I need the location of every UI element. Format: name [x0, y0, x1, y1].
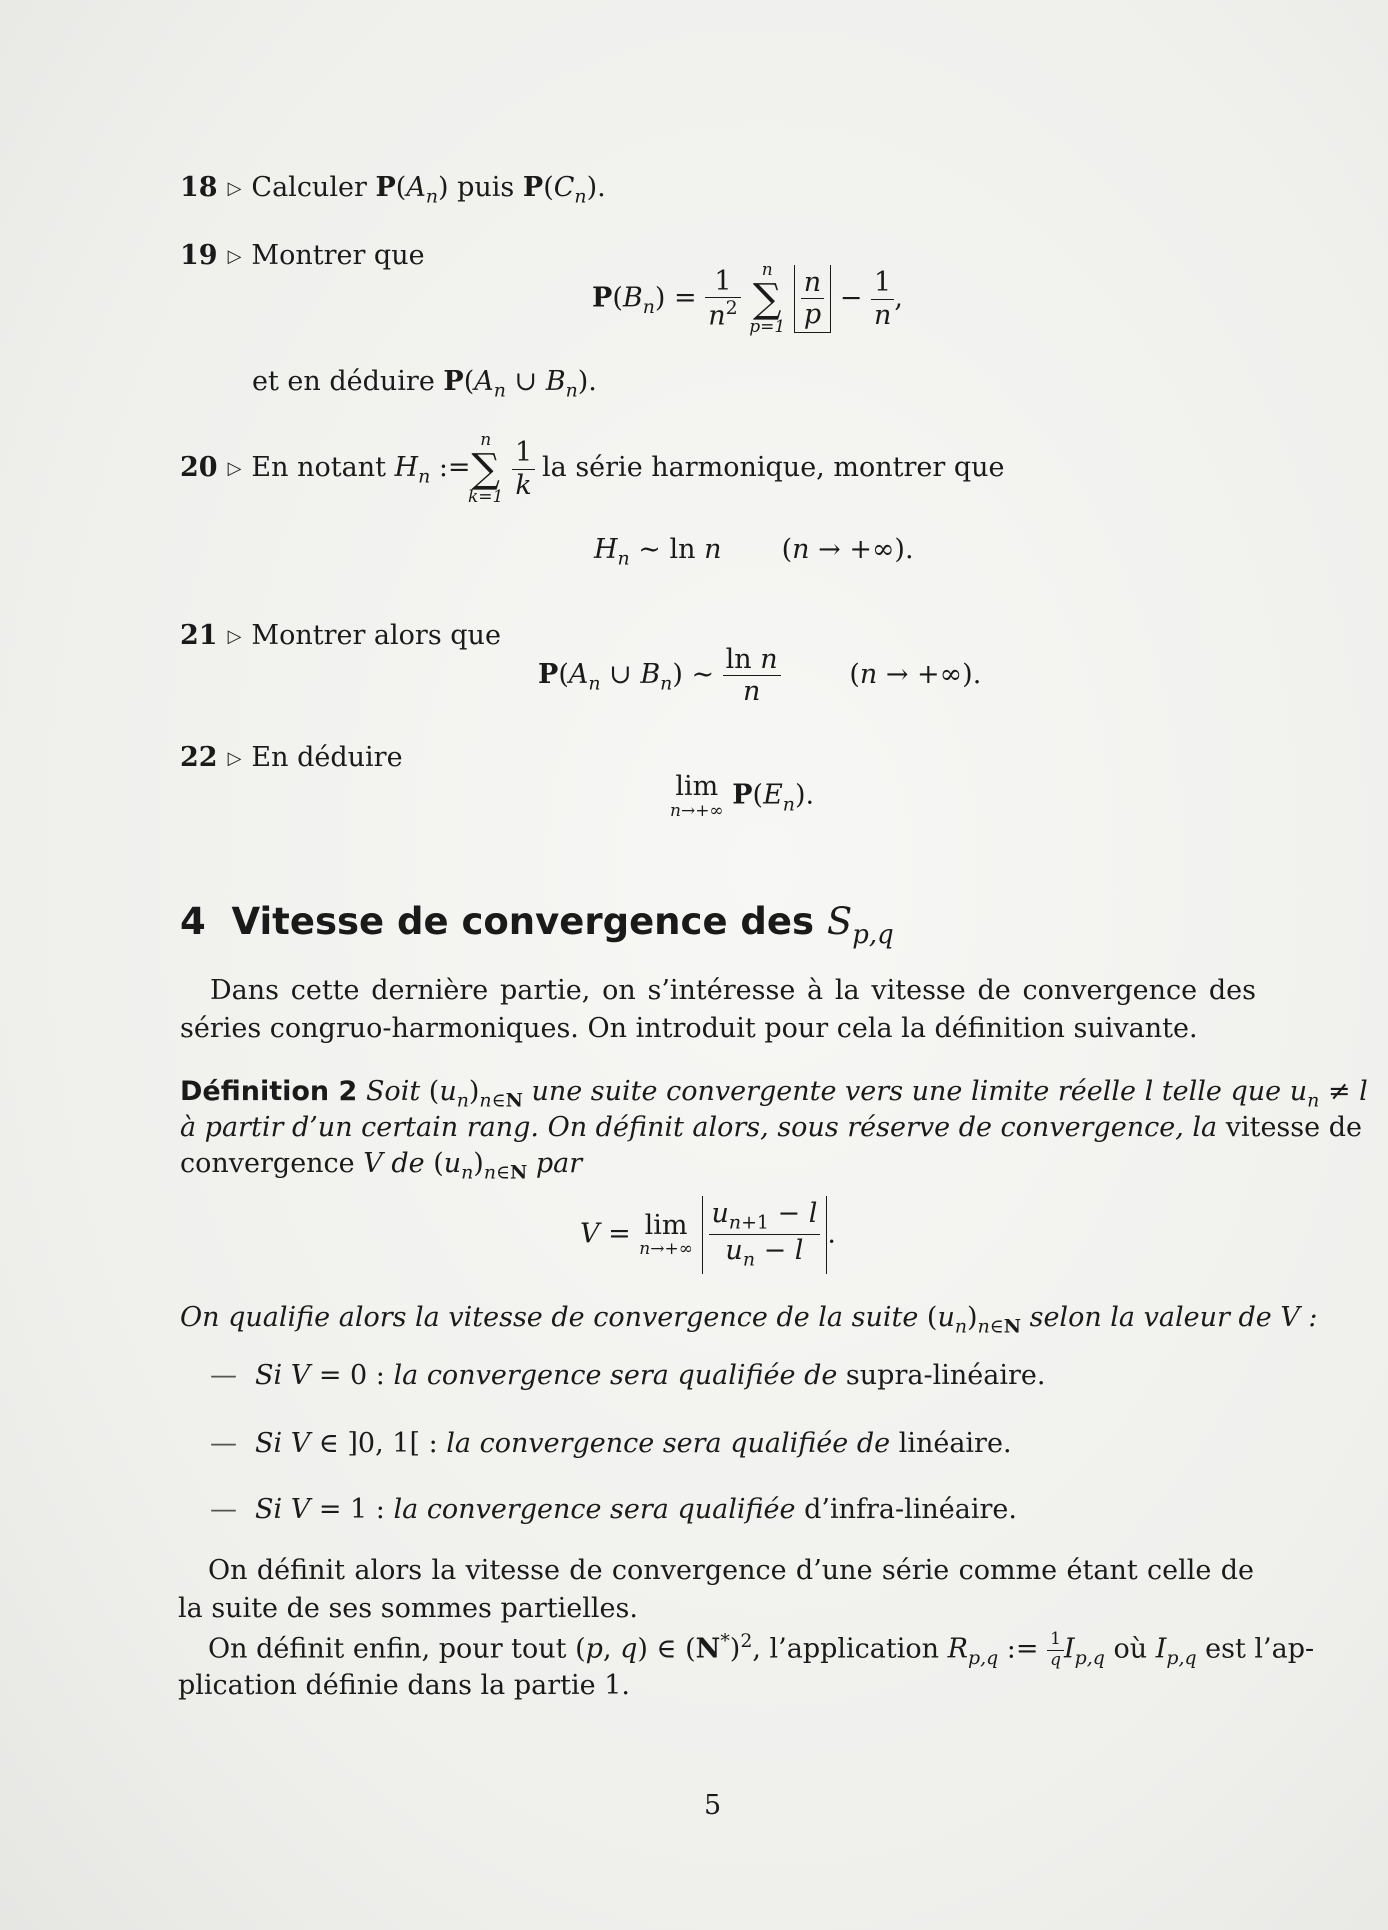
- formula-hn-equiv: $H_n$ ∼ ln n (n → +∞).: [594, 534, 914, 570]
- paragraph-series-speed: On définit alors la vitesse de convergence d’une série comme étant celle de la suite de ses sommes partielles.: [178, 1555, 1254, 1624]
- qualify-text: selon la valeur de: [1029, 1302, 1272, 1333]
- question-text: En déduire: [251, 742, 403, 773]
- def-text: de: [391, 1148, 425, 1179]
- case-text: la convergence sera qualifiée de: [446, 1428, 891, 1459]
- def-text: par: [535, 1148, 583, 1179]
- def-text: une suite convergente vers une limite réelle: [531, 1076, 1136, 1107]
- case-term: linéaire.: [898, 1428, 1012, 1459]
- definition-line-3: convergence V de $(u_n)_{n\in N}$ par: [180, 1148, 583, 1184]
- paragraph-rpq-end: plication définie dans la partie 1.: [178, 1670, 630, 1701]
- case-rel: ∈ ]0, 1[ :: [318, 1428, 438, 1459]
- question-text: Montrer alors que: [251, 620, 501, 651]
- case-item: — Si V ∈ ]0, 1[ : la convergence sera qualifiée de linéaire.: [210, 1428, 1012, 1459]
- para-text: est l’ap-: [1205, 1633, 1315, 1665]
- question-22: [180, 742, 403, 774]
- case-item: — Si V = 0 : la convergence sera qualifiée de supra-linéaire.: [210, 1360, 1046, 1391]
- question-20: 20 ▷ En notant $H_n$ :=: [180, 452, 471, 488]
- def-term: vitesse de: [1225, 1112, 1362, 1143]
- case-cond: Si: [255, 1360, 283, 1391]
- formula-harmonic-sum: n ∑ k=1 $\frac{1}{k}$: [468, 432, 535, 506]
- word-puis: puis: [457, 172, 515, 203]
- case-text: la convergence sera qualifiée de: [393, 1360, 838, 1391]
- case-rel: = 1 :: [318, 1494, 385, 1525]
- question-19-followup: et en déduire $P(A_n$ ∪ $B_n$).: [252, 366, 597, 402]
- triangle-icon: ▷: [227, 626, 242, 647]
- triangle-icon: ▷: [227, 748, 242, 769]
- question-18: 18 ▷ Calculer $P(A_n)$ puis $P(C_n)$.: [180, 172, 606, 208]
- def-text: à partir d’un certain rang. On définit alors, sous réserve de convergence, la: [180, 1112, 1218, 1143]
- case-text: la convergence sera qualifiée: [393, 1494, 796, 1525]
- def-text: telle que: [1161, 1076, 1282, 1107]
- definition-line-1: Définition 2 Soit $(u_n)_{n\in N}$ une suite convergente vers une limite réelle l telle que $u_n \ne l$: [180, 1076, 1368, 1112]
- definition-label: Définition 2: [180, 1076, 358, 1107]
- formula-pbn: $P(B_n)$ = $\frac{1}{n^2}$ n ∑ p=1 $\frac{n}{p}$ − $\frac{1}{n}$ ,: [592, 260, 903, 337]
- definition-line-2: [180, 1112, 1362, 1144]
- case-item: — Si V = 1 : la convergence sera qualifiée d’infra-linéaire.: [210, 1494, 1017, 1525]
- question-text: Montrer que: [251, 240, 425, 271]
- triangle-icon: ▷: [227, 178, 242, 199]
- section-title: 4 Vitesse de convergence des $S_{p,q}$: [180, 900, 894, 951]
- triangle-icon: ▷: [227, 458, 242, 479]
- case-rel: = 0 :: [318, 1360, 385, 1391]
- triangle-icon: ▷: [227, 246, 242, 267]
- section-title-text: Vitesse de convergence des: [231, 900, 815, 943]
- para-text: l’application: [769, 1633, 940, 1665]
- qualify-text: On qualifie alors la vitesse de convergence de la suite: [180, 1302, 919, 1333]
- question-text: Calculer: [251, 172, 367, 203]
- question-19: [180, 240, 425, 272]
- section-number: 4: [180, 900, 206, 943]
- formula-limit-pen: lim n→+∞ $P(E_n)$.: [670, 771, 815, 821]
- page-number: 5: [704, 1790, 722, 1821]
- case-term: d’infra-linéaire.: [804, 1494, 1017, 1525]
- question-21: [180, 620, 501, 652]
- paragraph-rpq-line: On définit enfin, pour tout (p, q) ∈ $(N^*)^2$, l’application $R_{p,q}$ := $\frac{1}{q}$ $I_{p,q}$ où $I_{p,q}$ est l’ap-: [208, 1629, 1315, 1670]
- case-cond: Si: [255, 1428, 283, 1459]
- def-term: convergence: [180, 1148, 355, 1179]
- question-number: 21: [180, 620, 218, 651]
- question-20-tail: la série harmonique, montrer que: [542, 452, 1005, 483]
- case-cond: Si: [255, 1494, 283, 1525]
- question-number: 18: [180, 172, 218, 203]
- question-number: 19: [180, 240, 218, 271]
- case-term: supra-linéaire.: [845, 1360, 1046, 1391]
- question-number: 22: [180, 742, 218, 773]
- question-text: En notant: [251, 452, 386, 483]
- intro-paragraph: Dans cette dernière partie, on s’intéresse à la vitesse de convergence des séries congruo-harmoniques. On introduit pour cela la définition suivante.: [180, 975, 1256, 1044]
- para-text: On définit enfin, pour tout: [208, 1633, 567, 1665]
- para-text: où: [1113, 1633, 1148, 1665]
- def-text: Soit: [365, 1076, 421, 1107]
- question-number: 20: [180, 452, 218, 483]
- qualify-line: On qualifie alors la vitesse de convergence de la suite $(u_n)_{n\in N}$ selon la valeur de V :: [180, 1302, 1318, 1338]
- formula-speed-v: V = lim n→+∞ $\frac{u_{n+1} - l}{u_n - l}$ .: [580, 1196, 836, 1274]
- followup-text: et en déduire: [252, 366, 435, 397]
- formula-union-equiv: $P(A_n$ ∪ $B_n$) ∼ $\frac{\text{ln n}}{n}$ (n → +∞).: [538, 644, 982, 708]
